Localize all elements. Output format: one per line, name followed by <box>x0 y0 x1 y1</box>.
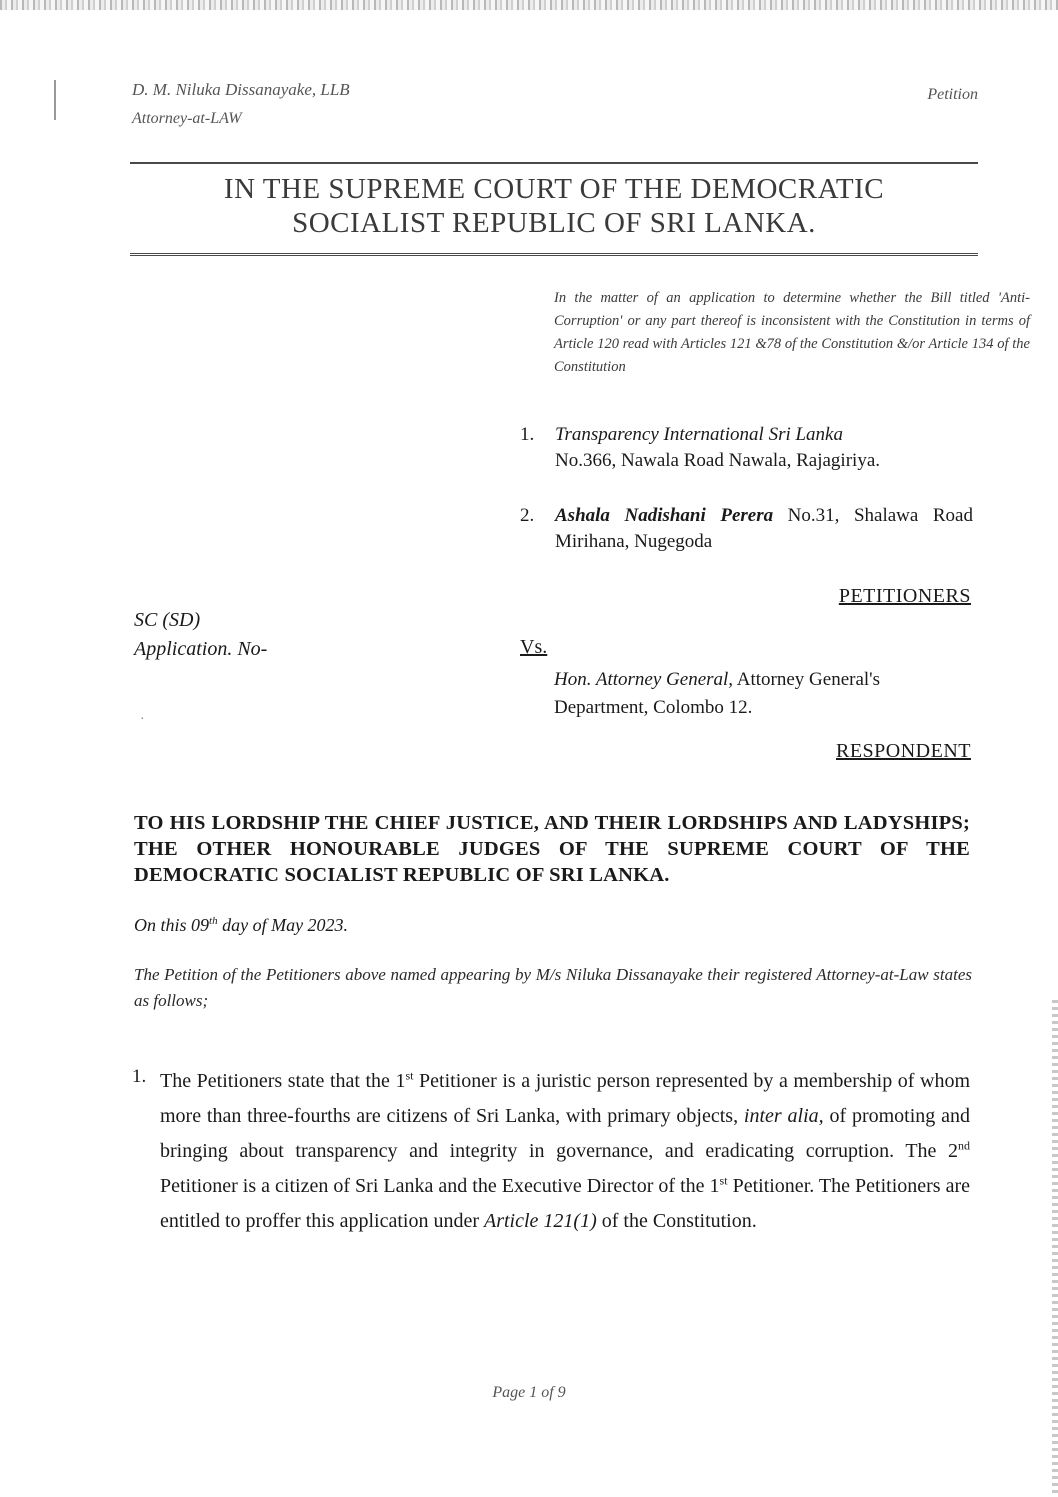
case-number-line-2: Application. No- <box>134 638 268 660</box>
title-rule-top <box>130 162 978 164</box>
scan-speck: · <box>140 712 145 727</box>
p1-text-3: of promoting and bringing about transparency and integrity in governance, and eradicating corruption. The 2 <box>160 1105 970 1162</box>
paragraph-1-number: 1. <box>132 1066 147 1087</box>
petitioner-2-number: 2. <box>520 505 535 526</box>
court-title <box>130 172 978 240</box>
petitioner-1-name: Transparency International Sri Lanka <box>555 424 843 445</box>
p1-text-5: Petitioner. The Petitioners are entitled to proffer this application under <box>160 1175 971 1232</box>
date-line <box>134 915 348 936</box>
respondent <box>554 666 974 722</box>
title-rule-bottom <box>130 253 978 256</box>
respondent-label: RESPONDENT <box>835 740 971 762</box>
petition-intro: The Petition of the Petitioners above named appearing by M/s Niluka Dissanayake their registered Attorney-at-Law states as follows; <box>134 965 972 1010</box>
versus-label: Vs. <box>520 636 548 658</box>
addressee-heading: TO HIS LORDSHIP THE CHIEF JUSTICE, AND THEIR LORDSHIPS AND LADYSHIPS; THE OTHER HONOURABLE JUDGES OF THE SUPREME COURT OF THE DEMOCRATIC SOCIALIST REPUBLIC OF SRI LANKA. <box>134 812 970 886</box>
margin-mark <box>54 80 56 120</box>
case-number <box>134 606 267 664</box>
p1-text-2: Petitioner is a juristic person represented by a membership of whom more than three-fourths are citizens of Sri Lanka, with primary objects, <box>160 1070 970 1127</box>
date-line-pre: On this 09 <box>134 915 210 935</box>
p1-sup-2: nd <box>958 1138 970 1153</box>
matter-description: In the matter of an application to determine whether the Bill titled 'Anti-Corruption' or any part thereof is inconsistent with the Constitution in terms of Article 120 read with Articles 121 &78 of the Constitution &/or Article 134 of the Constitution <box>554 290 1030 375</box>
respondent-address: Attorney General's Department, Colombo 12. <box>554 669 880 718</box>
p1-sup-3: st <box>719 1173 728 1188</box>
respondent-name: Hon. Attorney General, <box>554 669 734 690</box>
scan-edge-right <box>1052 1000 1058 1497</box>
paragraph-1 <box>160 1064 970 1239</box>
case-number-line-1: SC (SD) <box>134 609 201 631</box>
letterhead-role: Attorney-at-LAW <box>132 110 242 127</box>
petitioners-label: PETITIONERS <box>838 585 971 607</box>
letterhead-name: D. M. Niluka Dissanayake, LLB <box>132 80 350 99</box>
p1-text-6: of the Constitution. <box>596 1210 757 1232</box>
p1-italic-2: Article 121(1) <box>483 1210 597 1232</box>
page-number: Page 1 of 9 <box>492 1384 566 1401</box>
scan-edge-top <box>0 0 1058 10</box>
p1-italic-1: inter alia, <box>743 1105 824 1127</box>
document-type-label: Petition <box>927 86 978 103</box>
court-title-line-1: IN THE SUPREME COURT OF THE DEMOCRATIC <box>223 173 885 205</box>
date-line-post: day of May 2023. <box>217 915 349 935</box>
petitioner-2-address: No.31, Shalawa Road Mirihana, Nugegoda <box>555 505 973 552</box>
p1-text-4: Petitioner is a citizen of Sri Lanka and the Executive Director of the 1 <box>160 1175 720 1197</box>
p1-text-1: The Petitioners state that the 1 <box>160 1070 406 1092</box>
court-title-line-2: SOCIALIST REPUBLIC OF SRI LANKA. <box>292 207 816 239</box>
petitioner-2-name: Ashala Nadishani Perera <box>555 505 774 526</box>
petitioner-1-number: 1. <box>520 424 535 445</box>
p1-sup-1: st <box>405 1068 414 1083</box>
date-line-sup: th <box>209 915 218 927</box>
petitioner-1-address: No.366, Nawala Road Nawala, Rajagiriya. <box>555 450 881 471</box>
